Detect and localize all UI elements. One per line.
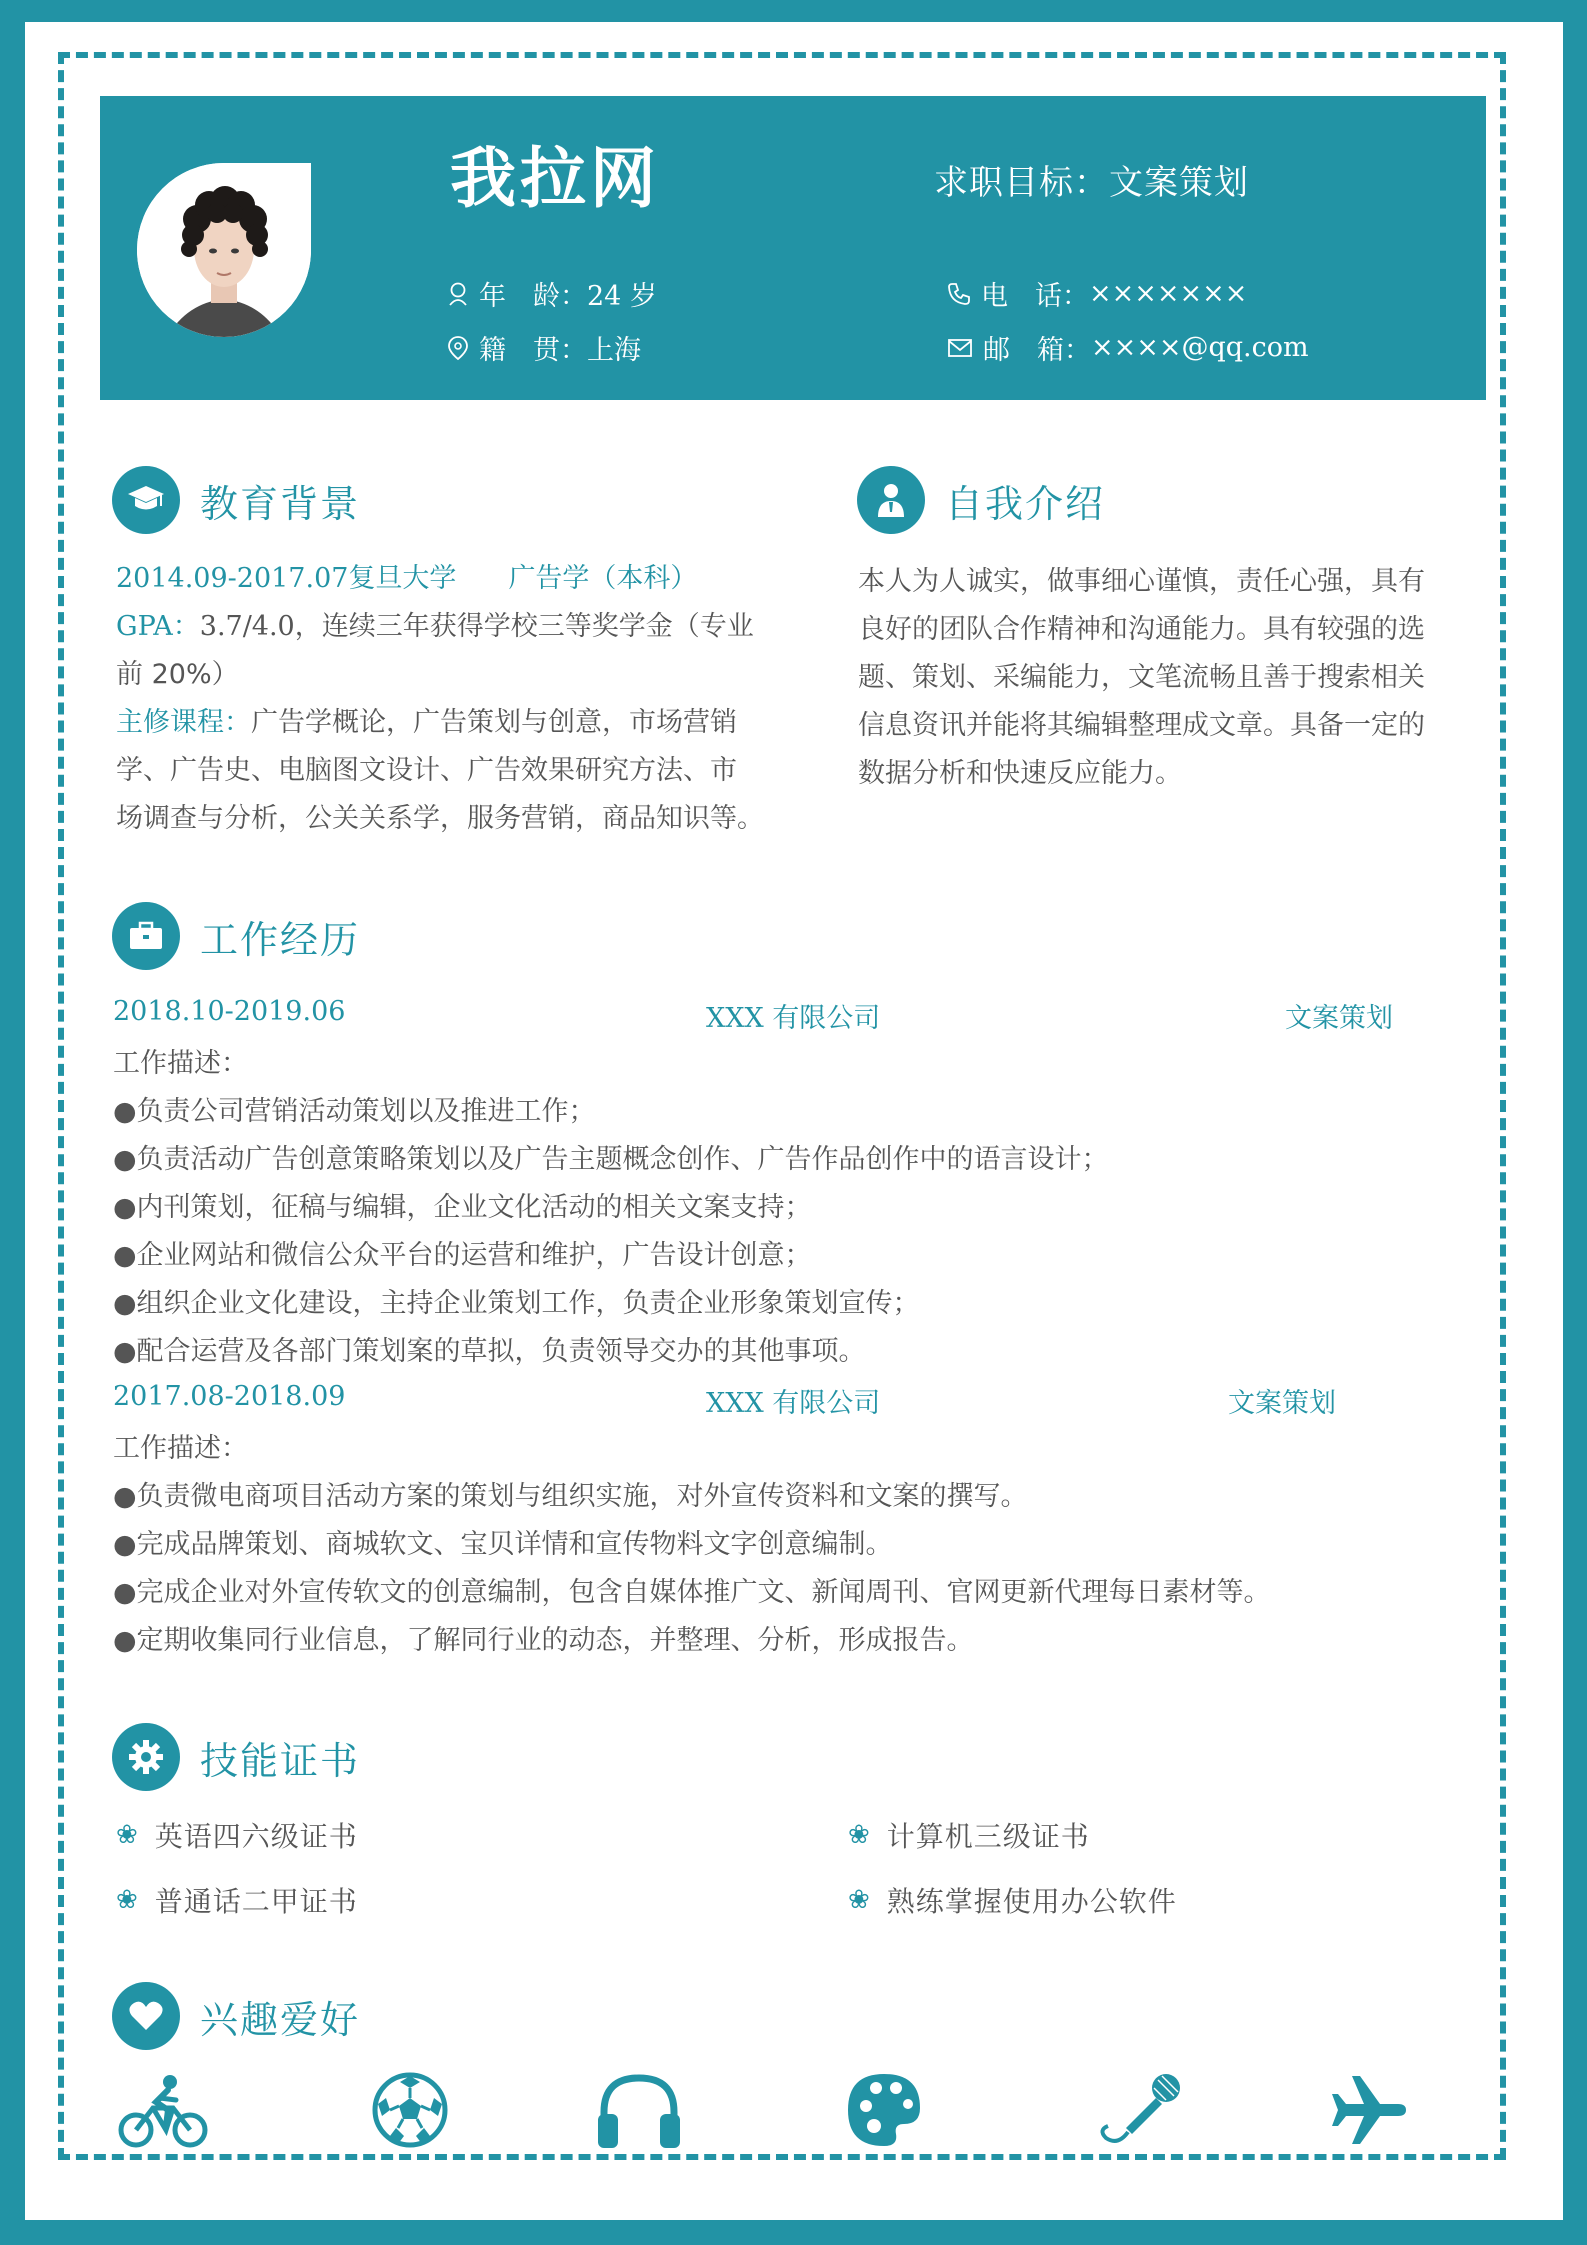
mail-icon [947,337,973,359]
job-1-role: 文案策划 [1285,1003,1393,1034]
intro-body [858,558,1498,798]
origin-label: 籍 贯： [479,335,587,366]
intro-line: 数据分析和快速反应能力。 [858,758,1182,789]
job-1-item: ●内刊策划，征稿与编辑，企业文化活动的相关文案支持； [113,1192,812,1223]
education-major: 广告学（本科） [508,563,698,594]
skills-title: 技能证书 [200,1738,361,1783]
job-2-body [113,1425,1493,1665]
cert-item [116,1880,358,1920]
skills-heading [112,1723,360,1791]
job-1-body [113,1040,1493,1376]
cert-label: 熟练掌握使用办公软件 [886,1885,1177,1918]
phone-row [947,274,1247,313]
cert-label: 英语四六级证书 [154,1820,358,1853]
phone-label: 电 话： [981,281,1089,312]
intro-line: 良好的团队合作精神和沟通能力。具有较强的选 [858,614,1425,645]
cert-item [848,1880,1177,1920]
palette-icon [844,2070,924,2154]
email-value: ××××@qq.com [1091,332,1309,363]
job-1-item: ●企业网站和微信公众平台的运营和维护，广告设计创意； [113,1240,812,1271]
job-1-item: ●负责活动广告创意策略策划以及广告主题概念创作、广告作品创作中的语言设计； [113,1144,1109,1175]
origin-row [447,328,641,367]
soccer-ball-icon [370,2070,450,2154]
education-heading [112,466,360,534]
work-heading [112,902,360,970]
work-title: 工作经历 [200,917,361,962]
cycling-icon [118,2070,208,2154]
email-label: 邮 箱： [983,335,1091,366]
job-2-item: ●负责微电商项目活动方案的策划与组织实施，对外宣传资料和文案的撰写。 [113,1481,1028,1512]
job-1-desc-label: 工作描述： [113,1048,248,1079]
hobbies-heading [112,1982,360,2050]
job-1-period: 2018.10-2019.06 [113,996,346,1027]
airplane-icon [1330,2070,1410,2154]
cert-item [848,1815,1090,1855]
cert-item [116,1815,358,1855]
gpa-label: GPA： [116,611,200,642]
job-2-item: ●定期收集同行业信息，了解同行业的动态，并整理、分析，形成报告。 [113,1625,974,1656]
courses-line-3: 场调查与分析，公关关系学，服务营销，商品知识等。 [116,803,764,834]
intro-line: 本人为人诚实，做事细心谨慎，责任心强，具有 [858,566,1425,597]
headphones-icon [596,2070,682,2154]
job-2-period: 2017.08-2018.09 [113,1381,346,1412]
intro-title: 自我介绍 [945,481,1106,526]
courses-label: 主修课程： [116,707,251,738]
courses-line-1: 广告学概论，广告策划与创意，市场营销 [251,707,737,738]
job-2-company: XXX 有限公司 [706,1388,881,1419]
job-1-item: ●配合运营及各部门策划案的草拟，负责领导交办的其他事项。 [113,1336,866,1367]
user-icon [447,281,469,307]
flower-icon: ❀ [848,1820,871,1850]
heart-icon [112,1982,180,2050]
courses-line-2: 学、广告史、电脑图文设计、广告效果研究方法、市 [116,755,737,786]
gpa-text-2: 前 20%） [116,659,239,690]
intro-heading [857,466,1105,534]
age-value: 24 岁 [587,281,657,312]
graduation-cap-icon [112,466,180,534]
job-2-item: ●完成企业对外宣传软文的创意编制，包含自媒体推广文、新闻周刊、官网更新代理每日素材等。 [113,1577,1271,1608]
candidate-name: 我拉网 [450,140,660,217]
person-icon [857,466,925,534]
flower-icon: ❀ [848,1885,871,1915]
gpa-text-1: 3.7/4.0，连续三年获得学校三等奖学金（专业 [199,611,754,642]
education-body [116,555,816,843]
cert-label: 计算机三级证书 [886,1820,1090,1853]
microphone-icon [1098,2070,1184,2154]
location-pin-icon [447,335,469,361]
phone-icon [947,282,971,306]
cert-label: 普通话二甲证书 [154,1885,358,1918]
education-title: 教育背景 [200,481,361,526]
email-row [947,328,1309,367]
job-1-item: ●组织企业文化建设，主持企业策划工作，负责企业形象策划宣传； [113,1288,920,1319]
job-1-company: XXX 有限公司 [706,1003,881,1034]
job-2-desc-label: 工作描述： [113,1433,248,1464]
hobbies-title: 兴趣爱好 [200,1997,361,2042]
job-2-item: ●完成品牌策划、商城软文、宝贝详情和宣传物料文字创意编制。 [113,1529,893,1560]
briefcase-icon [112,902,180,970]
job-target: 求职目标：文案策划 [934,163,1249,203]
origin-value: 上海 [587,335,641,366]
intro-line: 信息资讯并能将其编辑整理成文章。具备一定的 [858,710,1425,741]
flower-icon: ❀ [116,1885,139,1915]
phone-value: ××××××× [1089,278,1248,309]
avatar-photo [137,163,311,337]
job-1-item: ●负责公司营销活动策划以及推进工作； [113,1096,596,1127]
age-row [447,274,657,313]
education-period-school: 2014.09-2017.07复旦大学 [116,563,457,594]
flower-icon: ❀ [116,1820,139,1850]
job-2-role: 文案策划 [1228,1388,1336,1419]
gear-icon [112,1723,180,1791]
age-label: 年 龄： [479,281,587,312]
intro-line: 题、策划、采编能力，文笔流畅且善于搜索相关 [858,662,1425,693]
